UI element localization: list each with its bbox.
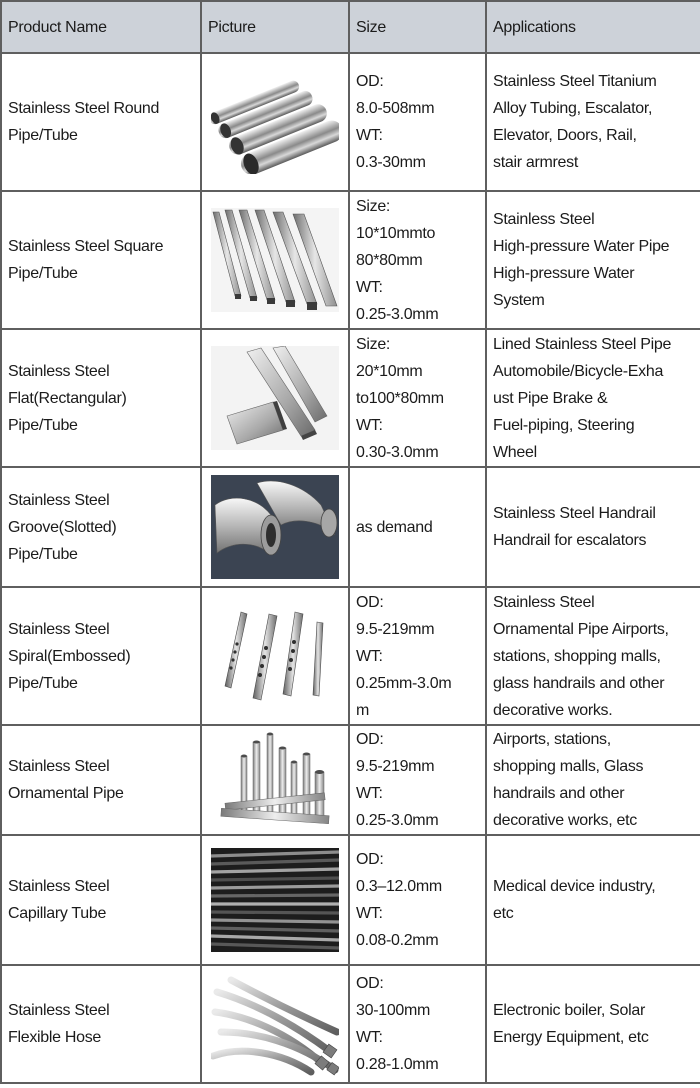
size-cell bbox=[349, 329, 486, 467]
table-row bbox=[1, 467, 700, 587]
applications-cell bbox=[486, 965, 700, 1083]
product-name-cell bbox=[1, 467, 201, 587]
capillary-tube-photo bbox=[211, 848, 339, 952]
size-cell bbox=[349, 53, 486, 191]
size-line: OD: bbox=[356, 851, 384, 868]
size-line: OD: bbox=[356, 975, 384, 992]
size-line: as demand bbox=[356, 518, 433, 536]
size-line: 30-100mm bbox=[356, 1002, 431, 1019]
size-line: 8.0-508mm bbox=[356, 100, 435, 117]
size-line: WT: bbox=[356, 278, 383, 296]
application-line: ust Pipe Brake & bbox=[493, 389, 608, 407]
header-product-name: Product Name bbox=[1, 1, 201, 53]
header-row bbox=[1, 1, 700, 53]
header-size: Size bbox=[349, 1, 486, 53]
application-line: decorative works. bbox=[493, 701, 613, 719]
size-line: 80*80mm bbox=[356, 251, 423, 269]
product-name-cell bbox=[1, 725, 201, 835]
header-picture: Picture bbox=[201, 1, 349, 53]
product-name-line: Stainless Steel bbox=[8, 878, 110, 895]
size-line: 10*10mmto bbox=[356, 224, 436, 242]
applications-cell bbox=[486, 725, 700, 835]
application-line: System bbox=[493, 292, 545, 309]
product-name-line: Ornamental Pipe bbox=[8, 785, 124, 802]
product-name-line: Capillary Tube bbox=[8, 905, 107, 922]
product-name-line: Stainless Steel bbox=[8, 1002, 110, 1019]
product-name-line: Pipe/Tube bbox=[8, 545, 78, 563]
table-row bbox=[1, 587, 700, 725]
application-line: Medical device industry, bbox=[493, 878, 656, 895]
application-line: Fuel-piping, Steering bbox=[493, 416, 635, 434]
size-line: OD: bbox=[356, 73, 384, 90]
applications-cell bbox=[486, 191, 700, 329]
product-name-line: Stainless Steel bbox=[8, 362, 110, 380]
flexible-hose-photo bbox=[211, 972, 339, 1076]
product-name-line: Pipe/Tube bbox=[8, 127, 78, 144]
application-line: Stainless Steel bbox=[493, 593, 595, 611]
picture-cell bbox=[201, 587, 349, 725]
applications-cell bbox=[486, 53, 700, 191]
table-row bbox=[1, 725, 700, 835]
size-line: 0.3–12.0mm bbox=[356, 878, 442, 895]
application-line: shopping malls, Glass bbox=[493, 758, 644, 775]
product-name-line: Stainless Steel bbox=[8, 758, 110, 775]
size-cell bbox=[349, 725, 486, 835]
size-line: 20*10mm bbox=[356, 362, 423, 380]
application-line: decorative works, etc bbox=[493, 812, 637, 829]
size-line: WT: bbox=[356, 127, 383, 144]
product-name-cell bbox=[1, 965, 201, 1083]
table-row bbox=[1, 329, 700, 467]
picture-cell bbox=[201, 191, 349, 329]
product-name-cell bbox=[1, 587, 201, 725]
picture-cell bbox=[201, 329, 349, 467]
size-line: OD: bbox=[356, 593, 384, 611]
size-line: WT: bbox=[356, 1029, 383, 1046]
table-row bbox=[1, 191, 700, 329]
rectangular-pipe-photo bbox=[211, 346, 339, 450]
header-applications: Applications bbox=[486, 1, 700, 53]
application-line: Ornamental Pipe Airports, bbox=[493, 620, 669, 638]
size-cell bbox=[349, 965, 486, 1083]
picture-cell bbox=[201, 53, 349, 191]
product-name-line: Flat(Rectangular) bbox=[8, 389, 127, 407]
size-line: Size: bbox=[356, 335, 391, 353]
applications-cell bbox=[486, 835, 700, 965]
application-line: Electronic boiler, Solar bbox=[493, 1002, 645, 1019]
product-name-line: Stainless Steel bbox=[8, 491, 110, 509]
application-line: Stainless Steel Handrail bbox=[493, 505, 656, 522]
application-line: High-pressure Water Pipe bbox=[493, 238, 670, 255]
product-name-line: Flexible Hose bbox=[8, 1029, 102, 1046]
application-line: stations, shopping malls, bbox=[493, 647, 661, 665]
table-row bbox=[1, 965, 700, 1083]
product-name-line: Stainless Steel Round bbox=[8, 100, 160, 117]
picture-cell bbox=[201, 835, 349, 965]
size-line: 0.28-1.0mm bbox=[356, 1056, 439, 1073]
size-line: Size: bbox=[356, 197, 391, 215]
slotted-pipe-photo bbox=[211, 475, 339, 579]
round-pipe-photo bbox=[211, 70, 339, 174]
application-line: stair armrest bbox=[493, 154, 578, 171]
application-line: Energy Equipment, etc bbox=[493, 1029, 649, 1046]
size-line: WT: bbox=[356, 785, 383, 802]
application-line: Airports, stations, bbox=[493, 731, 611, 748]
applications-cell bbox=[486, 329, 700, 467]
product-name-line: Pipe/Tube bbox=[8, 416, 78, 434]
square-pipe-photo bbox=[211, 208, 339, 312]
size-cell bbox=[349, 191, 486, 329]
application-line: Wheel bbox=[493, 443, 537, 461]
product-name-line: Stainless Steel Square bbox=[8, 238, 164, 255]
size-line: 0.3-30mm bbox=[356, 154, 426, 171]
product-name-line: Groove(Slotted) bbox=[8, 518, 117, 536]
size-line: OD: bbox=[356, 731, 384, 748]
size-line: WT: bbox=[356, 416, 383, 434]
size-cell bbox=[349, 587, 486, 725]
size-line: WT: bbox=[356, 647, 383, 665]
application-line: Handrail for escalators bbox=[493, 532, 647, 549]
product-name-line: Pipe/Tube bbox=[8, 674, 78, 692]
spiral-pipe-photo bbox=[211, 604, 339, 708]
product-name-cell bbox=[1, 329, 201, 467]
application-line: Alloy Tubing, Escalator, bbox=[493, 100, 653, 117]
product-name-line: Spiral(Embossed) bbox=[8, 647, 131, 665]
picture-cell bbox=[201, 725, 349, 835]
size-cell bbox=[349, 835, 486, 965]
product-name-cell bbox=[1, 835, 201, 965]
applications-cell bbox=[486, 587, 700, 725]
size-cell bbox=[349, 467, 486, 587]
product-name-line: Pipe/Tube bbox=[8, 265, 78, 282]
table-row bbox=[1, 835, 700, 965]
size-line: 0.25-3.0mm bbox=[356, 812, 439, 829]
product-name-cell bbox=[1, 191, 201, 329]
application-line: High-pressure Water bbox=[493, 265, 635, 282]
size-line: m bbox=[356, 701, 370, 719]
application-line: etc bbox=[493, 905, 514, 922]
application-line: Stainless Steel bbox=[493, 211, 595, 228]
application-line: Automobile/Bicycle-Exha bbox=[493, 362, 664, 380]
product-name-line: Stainless Steel bbox=[8, 620, 110, 638]
size-line: 9.5-219mm bbox=[356, 620, 435, 638]
application-line: Stainless Steel Titanium bbox=[493, 73, 657, 90]
size-line: 0.08-0.2mm bbox=[356, 932, 439, 949]
application-line: glass handrails and other bbox=[493, 674, 665, 692]
size-line: 9.5-219mm bbox=[356, 758, 435, 775]
table-row bbox=[1, 53, 700, 191]
picture-cell bbox=[201, 965, 349, 1083]
size-line: to100*80mm bbox=[356, 389, 444, 407]
application-line: Lined Stainless Steel Pipe bbox=[493, 335, 672, 353]
size-line: 0.25-3.0mm bbox=[356, 305, 439, 323]
size-line: 0.30-3.0mm bbox=[356, 443, 439, 461]
size-line: 0.25mm-3.0m bbox=[356, 674, 452, 692]
application-line: Elevator, Doors, Rail, bbox=[493, 127, 637, 144]
ornamental-pipe-photo bbox=[211, 728, 339, 832]
product-name-cell bbox=[1, 53, 201, 191]
picture-cell bbox=[201, 467, 349, 587]
size-line: WT: bbox=[356, 905, 383, 922]
application-line: handrails and other bbox=[493, 785, 625, 802]
applications-cell bbox=[486, 467, 700, 587]
